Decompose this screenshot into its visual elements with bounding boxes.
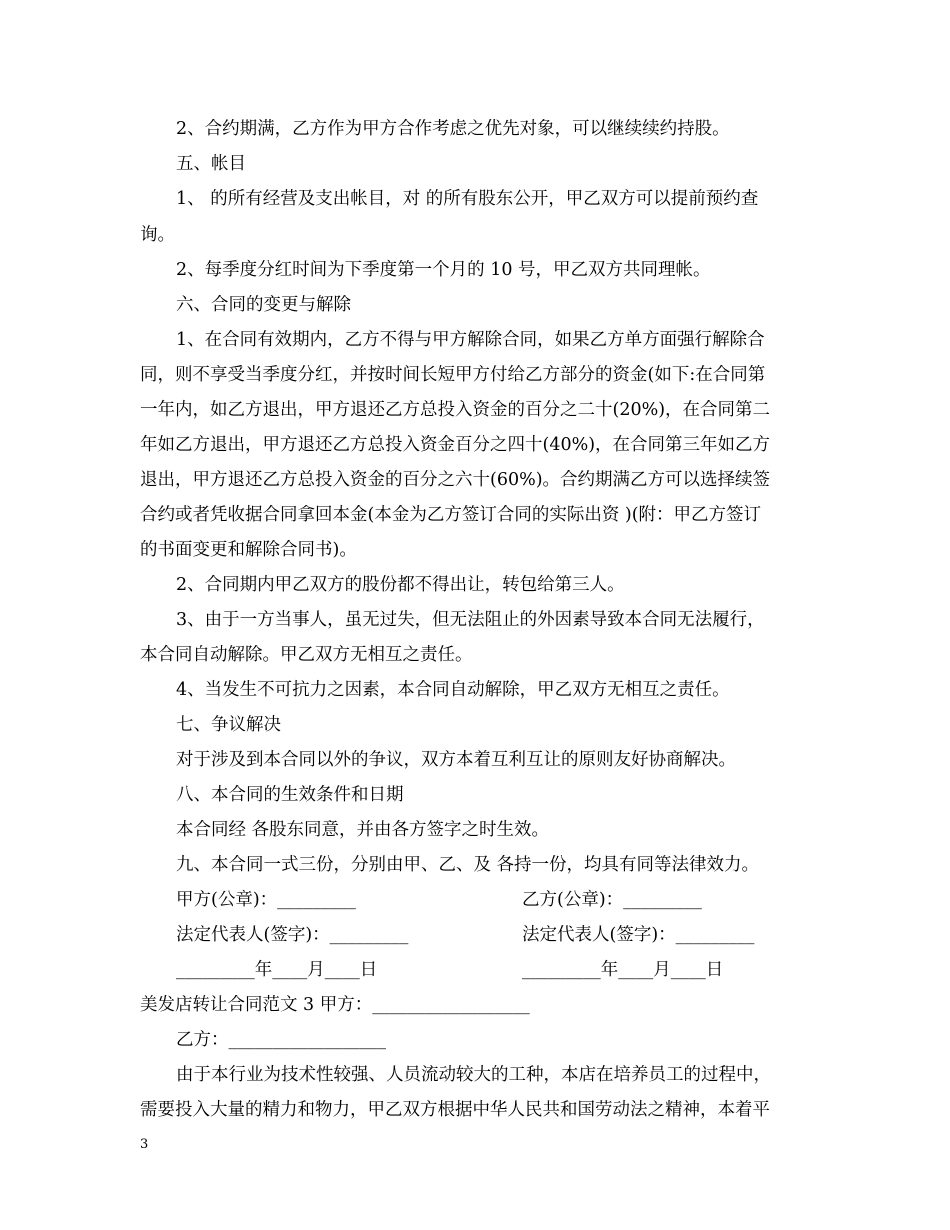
text-line: 对于涉及到本合同以外的争议，双方本着互利互让的原则友好协商解决。: [176, 750, 736, 770]
text-line: 九、本合同一式三份，分别由甲、乙、及 各持一份，均具有同等法律效力。: [176, 855, 760, 875]
next-contract-party-b: 乙方：__________________: [176, 1030, 386, 1050]
text-line: 的书面变更和解除合同书)。: [140, 540, 357, 560]
text-line: 本合同经 各股东同意，并由各方签字之时生效。: [176, 820, 550, 840]
text-line: 同，则不享受当季度分红，并按时间长短甲方付给乙方部分的资金(如下:在合同第: [140, 365, 766, 385]
section-heading: 六、合同的变更与解除: [176, 295, 351, 315]
text-line: 合约或者凭收据合同拿回本金(本金为乙方签订合同的实际出资 )(附：甲乙方签订: [140, 505, 762, 525]
text-line: 由于本行业为技术性较强、人员流动较大的工种，本店在培养员工的过程中，: [176, 1065, 771, 1085]
text-line: 退出，甲方退还乙方总投入资金的百分之六十(60%)。合约期满乙方可以选择续签: [140, 470, 771, 490]
text-line: 2、合约期满，乙方作为甲方合作考虑之优先对象，可以继续续约持股。: [176, 119, 730, 139]
text-line: 本合同自动解除。甲乙双方无相互之责任。: [140, 645, 473, 665]
party-a-seal-field: 甲方(公章)：_________: [176, 890, 356, 910]
party-a-representative-field: 法定代表人(签字)：_________: [176, 925, 409, 945]
party-b-date-field: _________年____月____日: [522, 960, 724, 980]
page-number: 3: [140, 1137, 149, 1152]
next-contract-title: 美发店转让合同范文 3 甲方：__________________: [140, 995, 530, 1015]
text-line: 一年内，如乙方退出，甲方退还乙方总投入资金的百分之二十(20%)，在合同第二: [140, 400, 771, 420]
text-line: 1、 的所有经营及支出帐目，对 的所有股东公开，甲乙双方可以提前预约查: [176, 189, 759, 209]
text-line: 4、当发生不可抗力之因素，本合同自动解除，甲乙双方无相互之责任。: [176, 680, 730, 700]
section-heading: 七、争议解决: [176, 715, 281, 735]
party-b-representative-field: 法定代表人(签字)：_________: [522, 925, 755, 945]
party-b-seal-field: 乙方(公章)：_________: [522, 890, 702, 910]
text-line: 2、合同期内甲乙双方的股份都不得出让，转包给第三人。: [176, 575, 625, 595]
text-line: 3、由于一方当事人，虽无过失，但无法阻止的外因素导致本合同无法履行，: [176, 610, 765, 630]
party-a-date-field: _________年____月____日: [176, 960, 378, 980]
text-line: 询。: [140, 225, 175, 245]
text-line: 2、每季度分红时间为下季度第一个月的 10 号，甲乙双方共同理帐。: [176, 260, 711, 280]
section-heading: 八、本合同的生效条件和日期: [176, 785, 404, 805]
section-heading: 五、帐目: [176, 154, 246, 174]
text-line: 年如乙方退出，甲方退还乙方总投入资金百分之四十(40%)，在合同第三年如乙方: [140, 435, 771, 455]
text-line: 1、在合同有效期内，乙方不得与甲方解除合同，如果乙方单方面强行解除合: [176, 330, 765, 350]
text-line: 需要投入大量的精力和物力，甲乙双方根据中华人民共和国劳动法之精神，本着平: [140, 1100, 770, 1120]
